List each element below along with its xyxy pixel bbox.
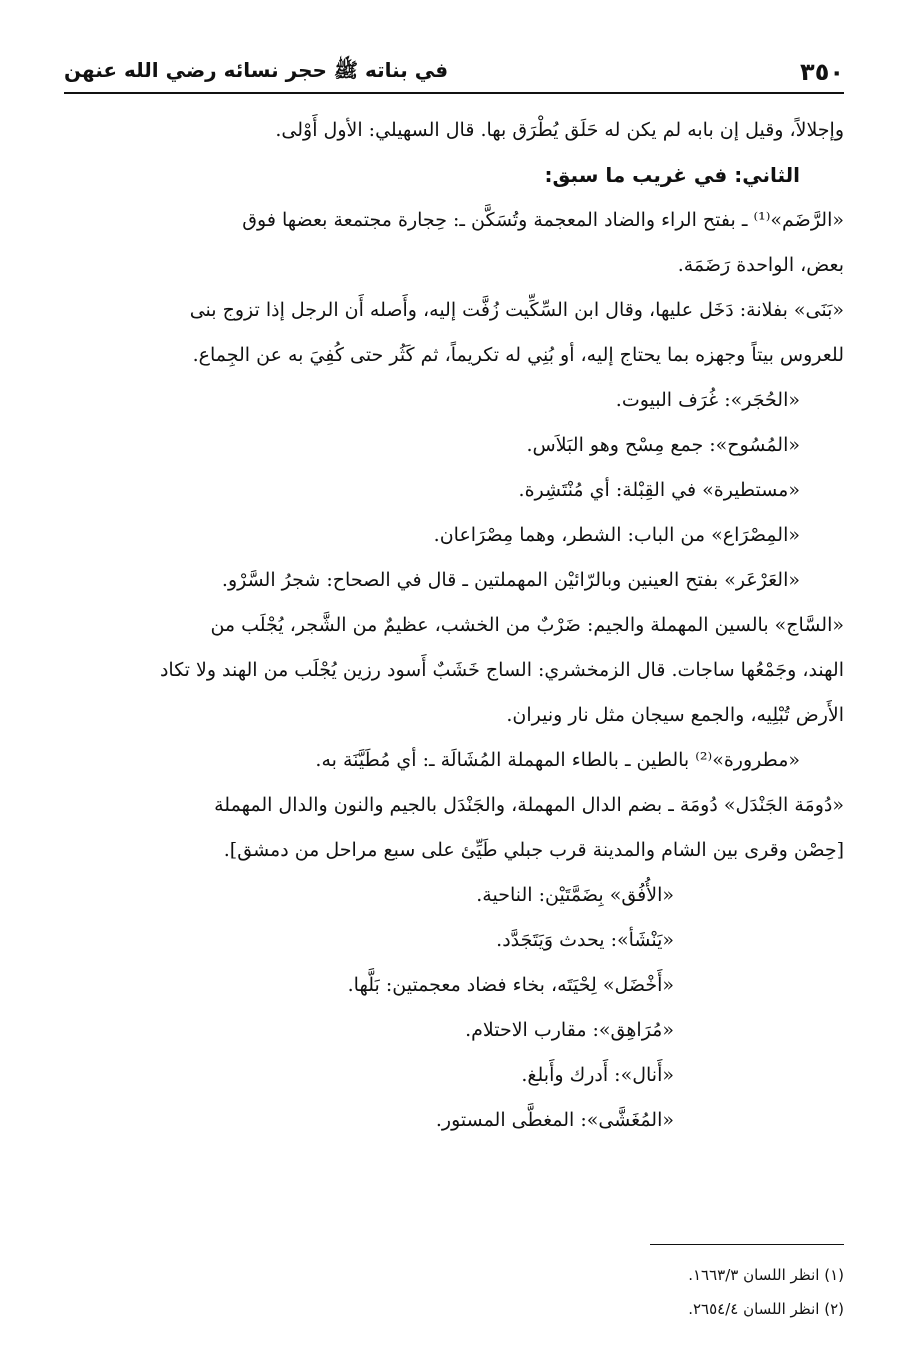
- body-line: وإجلالاً، وقيل إن بابه لم يكن له حَلَق يُطْرَق بها. قال السهيلي: الأول أَوْلى.: [275, 119, 844, 141]
- header-rule: [64, 92, 844, 94]
- glossary-entry-continuation: الأَرض تُبْلِيه، والجمع سيجان مثل نار ونيران.: [506, 704, 844, 726]
- running-title: في بناته ﷺ حجر نسائه رضي الله عنهن: [64, 58, 449, 82]
- glossary-entry: «مستطيرة» في القِبْلة: أي مُنْتَشِرة.: [518, 479, 800, 501]
- glossary-entry-continuation: للعروس بيتاً وجهزه بما يحتاج إليه، أو بُنِي له تكريماً، ثم كَثُر حتى كُفِيَ به عن الجِماع.: [192, 344, 844, 366]
- glossary-entry: «العَرْعَر» بفتح العينين وبالرّائيْن المهملتين ـ قال في الصحاح: شجرُ السَّرْو.: [221, 569, 800, 591]
- page-body: [64, 108, 844, 1143]
- glossary-entry: «بَنَى» بفلانة: دَخَل عليها، وقال ابن السِّكِّيت زُفَّت إليه، وأَصله أَن الرجل إذا تزوج بنى: [189, 299, 844, 321]
- glossary-entry: «الأُفُق» بِضَمَّتَيْن: الناحية.: [476, 884, 674, 906]
- section-heading: الثاني: في غريب ما سبق:: [544, 163, 800, 187]
- glossary-entry: «المُسُوح»: جمع مِسْح وهو البَلاَس.: [526, 434, 800, 456]
- page-number: ٣٥٠: [800, 58, 844, 86]
- page-header: [64, 52, 844, 92]
- glossary-entry: «السَّاج» بالسين المهملة والجيم: ضَرْبٌ من الخشب، عظيمٌ من الشَّجر، يُجْلَب من: [210, 614, 844, 636]
- footnotes: [64, 1258, 844, 1326]
- footnote: (٢) انظر اللسان ٢٦٥٤/٤.: [688, 1300, 844, 1318]
- glossary-entry: «المُغَشَّى»: المغطَّى المستور.: [435, 1109, 674, 1131]
- glossary-entry-continuation: بعض، الواحدة رَضَمَة.: [677, 254, 844, 276]
- glossary-entry-continuation: [حِصْن وقرى بين الشام والمدينة قرب جبلي طَيِّئ على سبع مراحل من دمشق].: [223, 839, 844, 861]
- glossary-entry: «يَنْشَأ»: يحدث وَيَتَجَدَّد.: [496, 929, 674, 951]
- glossary-entry: «مطرورة»⁽²⁾ بالطين ـ بالطاء المهملة المُشَالَة ـ: أي مُطَيَّنَة به.: [315, 749, 800, 771]
- glossary-entry: «أَنال»: أَدرك وأَبلغ.: [521, 1064, 674, 1086]
- glossary-entry: «المِصْرَاع» من الباب: الشطر، وهما مِصْرَاعان.: [433, 524, 800, 546]
- glossary-entry: «أَخْضَل» لِحْيَتَه، بخاء فضاد معجمتين: بَلَّها.: [347, 974, 674, 996]
- footnote-rule: [650, 1244, 844, 1245]
- glossary-entry: «مُرَاهِق»: مقارب الاحتلام.: [465, 1019, 674, 1041]
- footnote: (١) انظر اللسان ١٦٦٣/٣.: [688, 1266, 844, 1284]
- glossary-entry: «الرَّضَم»⁽¹⁾ ـ بفتح الراء والضاد المعجمة وتُسَكَّن ـ: حِجارة مجتمعة بعضها فوق: [242, 209, 844, 231]
- glossary-entry: «الحُجَر»: غُرَف البيوت.: [615, 389, 800, 411]
- glossary-entry-continuation: الهند، وجَمْعُها ساجات. قال الزمخشري: الساج خَشَبٌ أَسود رزين يُجْلَب من الهند ولا تكاد: [159, 659, 844, 681]
- glossary-entry: «دُومَة الجَنْدَل» دُومَة ـ بضم الدال المهملة، والجَنْدَل بالجيم والنون والدال المهملة: [214, 794, 844, 816]
